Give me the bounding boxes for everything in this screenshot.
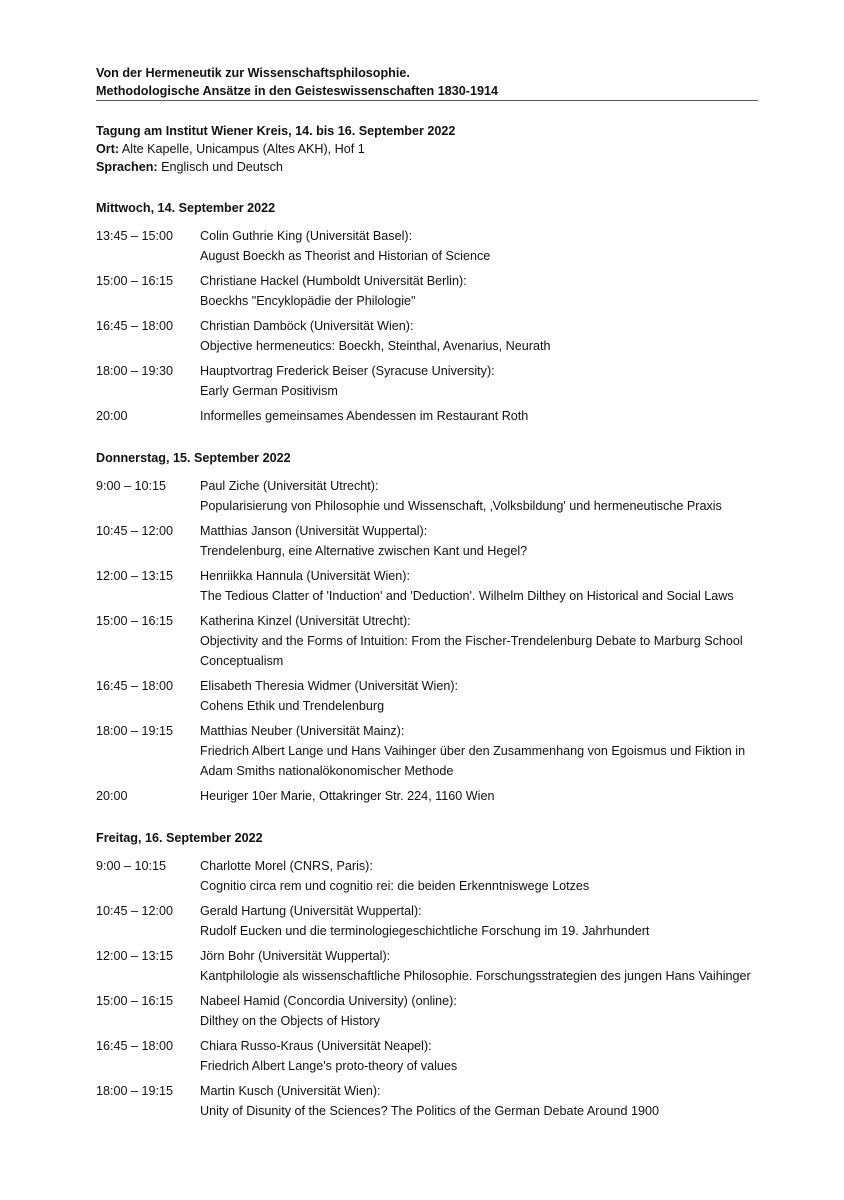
session-time: 13:45 – 15:00 — [96, 229, 174, 243]
session-details — [200, 786, 758, 806]
session-speaker: Paul Ziche (Universität Utrecht): — [200, 479, 379, 493]
session-title: Objective hermeneutics: Boeckh, Steinthal, Avenarius, Neurath — [200, 339, 551, 353]
session-speaker: Henriikka Hannula (Universität Wien): — [200, 569, 410, 583]
session-title: Rudolf Eucken und die terminologiegeschichtliche Forschung im 19. Jahrhundert — [200, 924, 650, 938]
session-title: Dilthey on the Objects of History — [200, 1014, 380, 1028]
session-time: 20:00 — [96, 409, 128, 423]
session-speaker: Informelles gemeinsames Abendessen im Restaurant Roth — [200, 409, 529, 423]
location-line — [96, 140, 758, 158]
session-details — [200, 721, 758, 781]
session-time: 9:00 – 10:15 — [96, 859, 167, 873]
session-speaker: Hauptvortrag Frederick Beiser (Syracuse University): — [200, 364, 495, 378]
languages-value: Englisch und Deutsch — [157, 160, 283, 174]
session-speaker: Colin Guthrie King (Universität Basel): — [200, 229, 413, 243]
languages-line — [96, 158, 758, 176]
session-details — [200, 361, 758, 401]
session-time: 15:00 – 16:15 — [96, 994, 174, 1008]
session-time: 15:00 – 16:15 — [96, 274, 174, 288]
conference-meta — [96, 122, 758, 176]
day-heading: Freitag, 16. September 2022 — [96, 831, 263, 845]
session-row — [96, 316, 758, 356]
session-speaker: Matthias Janson (Universität Wuppertal): — [200, 524, 428, 538]
session-time: 10:45 – 12:00 — [96, 524, 174, 538]
session-row — [96, 1036, 758, 1076]
session-time: 16:45 – 18:00 — [96, 679, 174, 693]
session-details — [200, 1081, 758, 1121]
session-speaker: Martin Kusch (Universität Wien): — [200, 1084, 381, 1098]
session-row — [96, 406, 758, 426]
session-speaker: Jörn Bohr (Universität Wuppertal): — [200, 949, 391, 963]
session-speaker: Christiane Hackel (Humboldt Universität Berlin): — [200, 274, 467, 288]
session-time: 9:00 – 10:15 — [96, 479, 167, 493]
session-speaker: Elisabeth Theresia Widmer (Universität Wien): — [200, 679, 459, 693]
session-details — [200, 521, 758, 561]
session-details — [200, 271, 758, 311]
session-row — [96, 721, 758, 781]
session-row — [96, 856, 758, 896]
session-title: Friedrich Albert Lange und Hans Vaihinger über den Zusammenhang von Egoismus und Fiktion in Adam Smiths nationalökonomischer Methode — [200, 744, 746, 778]
session-time: 16:45 – 18:00 — [96, 319, 174, 333]
program-page — [96, 0, 758, 1126]
session-speaker: Gerald Hartung (Universität Wuppertal): — [200, 904, 422, 918]
session-time: 20:00 — [96, 789, 128, 803]
session-row — [96, 676, 758, 716]
conference-info: Tagung am Institut Wiener Kreis, 14. bis 16. September 2022 — [96, 124, 456, 138]
session-title: Kantphilologie als wissenschaftliche Philosophie. Forschungsstrategien des jungen Hans Vaihinger — [200, 969, 751, 983]
session-title: Cognitio circa rem und cognitio rei: die beiden Erkenntniswege Lotzes — [200, 879, 590, 893]
session-row — [96, 226, 758, 266]
location-label: Ort: — [96, 142, 120, 156]
session-details — [200, 316, 758, 356]
session-details — [200, 901, 758, 941]
session-row — [96, 271, 758, 311]
session-row — [96, 361, 758, 401]
session-time: 18:00 – 19:15 — [96, 724, 174, 738]
session-time: 12:00 – 13:15 — [96, 569, 174, 583]
session-row — [96, 476, 758, 516]
session-speaker: Heuriger 10er Marie, Ottakringer Str. 224, 1160 Wien — [200, 789, 495, 803]
session-time: 18:00 – 19:15 — [96, 1084, 174, 1098]
session-time: 12:00 – 13:15 — [96, 949, 174, 963]
session-title: Objectivity and the Forms of Intuition: From the Fischer-Trendelenburg Debate to Marburg School Conceptualism — [200, 634, 743, 668]
session-title: Trendelenburg, eine Alternative zwischen Kant und Hegel? — [200, 544, 528, 558]
session-speaker: Christian Damböck (Universität Wien): — [200, 319, 414, 333]
document-header — [96, 64, 758, 101]
session-details — [200, 406, 758, 426]
session-speaker: Nabeel Hamid (Concordia University) (online): — [200, 994, 457, 1008]
session-speaker: Charlotte Morel (CNRS, Paris): — [200, 859, 373, 873]
session-time: 15:00 – 16:15 — [96, 614, 174, 628]
session-row — [96, 611, 758, 671]
session-details — [200, 1036, 758, 1076]
session-details — [200, 946, 758, 986]
session-details — [200, 566, 758, 606]
session-speaker: Matthias Neuber (Universität Mainz): — [200, 724, 405, 738]
session-row — [96, 566, 758, 606]
session-row — [96, 1081, 758, 1121]
session-title: August Boeckh as Theorist and Historian of Science — [200, 249, 491, 263]
session-title: Cohens Ethik und Trendelenburg — [200, 699, 385, 713]
session-title: The Tedious Clatter of 'Induction' and 'Deduction'. Wilhelm Dilthey on Historical and Social Laws — [200, 589, 734, 603]
session-details — [200, 476, 758, 516]
session-time: 18:00 – 19:30 — [96, 364, 174, 378]
session-details — [200, 856, 758, 896]
session-title: Early German Positivism — [200, 384, 338, 398]
title-line-1: Von der Hermeneutik zur Wissenschaftsphilosophie. — [96, 66, 410, 80]
location-value: Alte Kapelle, Unicampus (Altes AKH), Hof 1 — [119, 142, 365, 156]
title-line-2: Methodologische Ansätze in den Geisteswissenschaften 1830-1914 — [96, 84, 498, 98]
session-title: Popularisierung von Philosophie und Wissenschaft, ‚Volksbildung' und hermeneutische Praxis — [200, 499, 722, 513]
session-time: 16:45 – 18:00 — [96, 1039, 174, 1053]
day-heading: Donnerstag, 15. September 2022 — [96, 451, 291, 465]
session-speaker: Katherina Kinzel (Universität Utrecht): — [200, 614, 411, 628]
session-row — [96, 946, 758, 986]
session-row — [96, 901, 758, 941]
session-details — [200, 676, 758, 716]
session-title: Unity of Disunity of the Sciences? The Politics of the German Debate Around 1900 — [200, 1104, 659, 1118]
day-heading: Mittwoch, 14. September 2022 — [96, 201, 276, 215]
session-speaker: Chiara Russo-Kraus (Universität Neapel): — [200, 1039, 432, 1053]
session-details — [200, 991, 758, 1031]
schedule — [96, 199, 758, 1121]
session-time: 10:45 – 12:00 — [96, 904, 174, 918]
session-title: Boeckhs "Encyklopädie der Philologie" — [200, 294, 416, 308]
session-row — [96, 991, 758, 1031]
session-row — [96, 521, 758, 561]
session-details — [200, 611, 758, 671]
session-title: Friedrich Albert Lange's proto-theory of values — [200, 1059, 458, 1073]
session-row — [96, 786, 758, 806]
session-details — [200, 226, 758, 266]
languages-label: Sprachen: — [96, 160, 158, 174]
